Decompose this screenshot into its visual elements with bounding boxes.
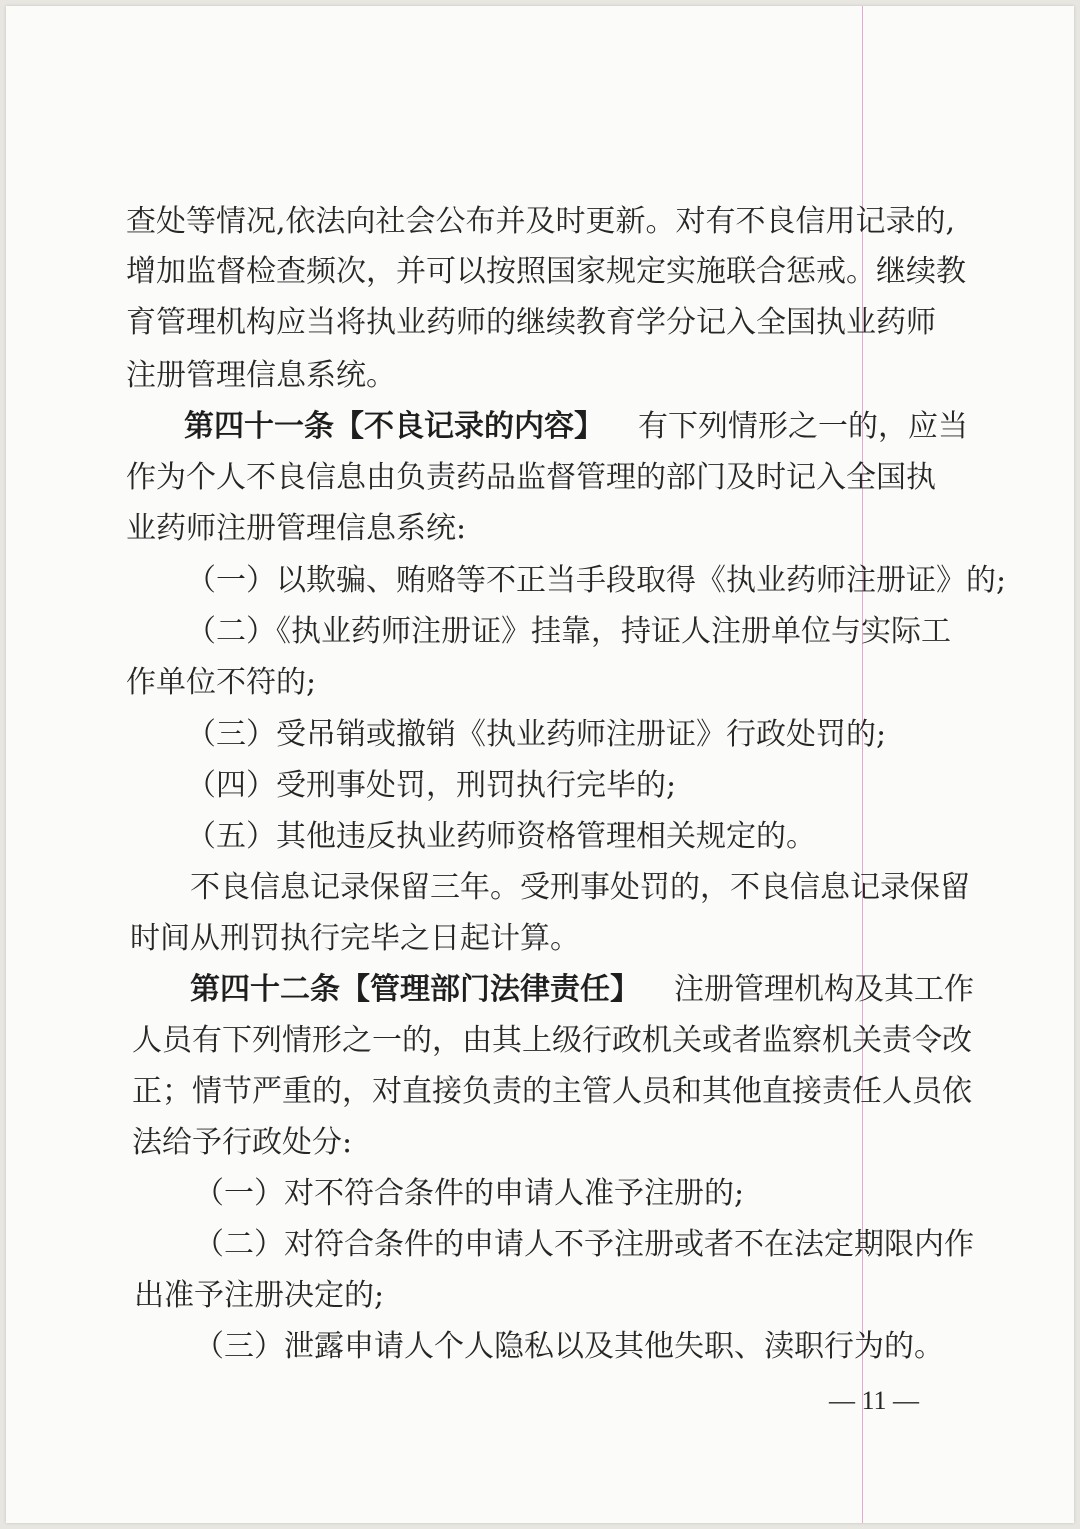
text-line-3: 育管理机构应当将执业药师的继续教育学分记入全国执业药师 xyxy=(126,305,936,340)
list-item-42-1: （一）对不符合条件的申请人准予注册的; xyxy=(194,1176,745,1211)
article-41-heading: 第四十一条【不良记录的内容】 xyxy=(184,409,604,444)
text-line-10: 作单位不符的; xyxy=(126,665,317,700)
list-item-42-3: （三）泄露申请人个人隐私以及其他失职、渎职行为的。 xyxy=(194,1329,944,1364)
article-42-heading: 第四十二条【管理部门法律责任】 xyxy=(190,972,640,1007)
text-line-2: 增加监督检查频次，并可以按照国家规定实施联合惩戒。继续教 xyxy=(126,254,966,289)
text-line-4: 注册管理信息系统。 xyxy=(126,358,396,393)
list-item-41-1: （一）以欺骗、贿赂等不正当手段取得《执业药师注册证》的; xyxy=(186,563,1007,598)
text-line-1: 查处等情况,依法向社会公布并及时更新。对有不良信用记录的, xyxy=(126,204,956,239)
list-item-41-5: （五）其他违反执业药师资格管理相关规定的。 xyxy=(186,819,816,854)
list-item-41-2: （二）《执业药师注册证》挂靠，持证人注册单位与实际工 xyxy=(186,614,951,649)
page-number: — 11 — xyxy=(829,1386,920,1415)
text-line-19: 法给予行政处分: xyxy=(132,1125,353,1160)
text-line-17: 人员有下列情形之一的，由其上级行政机关或者监察机关责令改 xyxy=(132,1023,972,1058)
text-line-18: 正；情节严重的，对直接负责的主管人员和其他直接责任人员依 xyxy=(132,1074,972,1109)
article-41-line: 第四十一条【不良记录的内容】 有下列情形之一的，应当 xyxy=(184,409,968,444)
list-item-41-4: （四）受刑事处罚，刑罚执行完毕的; xyxy=(186,768,677,803)
text-line-15: 时间从刑罚执行完毕之日起计算。 xyxy=(130,921,580,956)
text-line-6: 作为个人不良信息由负责药品监督管理的部门及时记入全国执 xyxy=(126,460,936,495)
list-item-42-2: （二）对符合条件的申请人不予注册或者不在法定期限内作 xyxy=(194,1227,974,1262)
list-item-41-3: （三）受吊销或撤销《执业药师注册证》行政处罚的; xyxy=(186,717,887,752)
text-line-7: 业药师注册管理信息系统: xyxy=(126,511,467,546)
document-page xyxy=(6,6,1074,1523)
text-line-22: 出准予注册决定的; xyxy=(134,1278,385,1313)
document-body xyxy=(6,6,1074,1523)
article-42-line: 第四十二条【管理部门法律责任】 注册管理机构及其工作 xyxy=(190,972,974,1007)
text-line-14: 不良信息记录保留三年。受刑事处罚的，不良信息记录保留 xyxy=(190,870,970,905)
